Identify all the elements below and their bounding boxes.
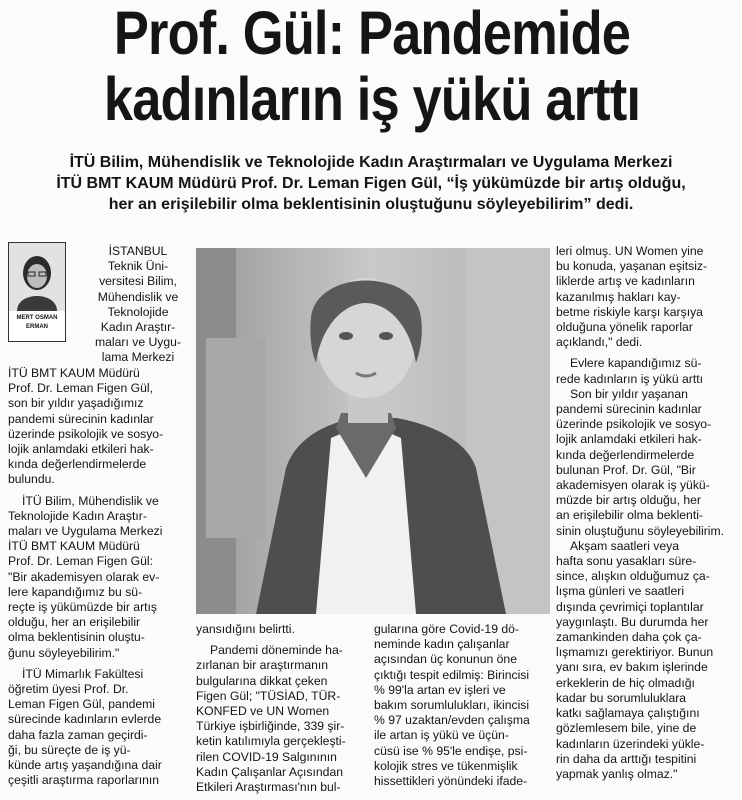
author-name-line-1: MERT OSMAN [16, 315, 58, 321]
column-2 [196, 622, 362, 795]
text-line: kadınların üzerindeki yükle- [556, 736, 705, 751]
text-line: lışma günleri ve saatleri [556, 584, 685, 599]
text-line: açıklandı," dedi. [556, 335, 643, 350]
text-line: lojik anlamdaki etkileri hak- [8, 442, 154, 457]
text-line: % 97 uzaktan/evden çalışma [374, 713, 530, 728]
text-line: yansıdığını belirtti. [196, 622, 295, 636]
headline [64, 0, 680, 132]
text-line: hafta sonu yasakları süre- [556, 554, 697, 569]
text-line: açısından üç konunun öne [374, 652, 517, 667]
column-1-intro [86, 244, 190, 366]
column-1-body [8, 366, 188, 788]
text-line: since, alışkın olduğumuz ça- [556, 569, 710, 584]
text-line: ğunu söyleyebilirim." [8, 645, 120, 660]
text-line: neminde kadın çalışanlar [374, 637, 510, 652]
text-line: üzerinde psikolojik ve sosyo- [556, 417, 712, 432]
text-line: kında değerlendirmelerde [556, 447, 695, 462]
text-line: lışmamızı gerektiriyor. Bunun [556, 645, 714, 660]
text-line: rede kadınların iş yükü arttı [556, 371, 703, 386]
text-line: reçte iş yükümüzde bir artış [8, 600, 158, 615]
text-line: lere kapandığımız bu sü- [8, 584, 143, 599]
text-line: Pandemi döneminde ha- [210, 643, 343, 658]
text-line: Leman Figen Gül, pandemi [8, 697, 156, 712]
text-line: Teknolojide [107, 304, 169, 319]
text-line: bulunan Prof. Dr. Gül, "Bir [556, 462, 696, 477]
text-line: an erişilebilir olma beklenti- [556, 508, 703, 523]
text-line: kolojik stres ve tükenmişlik [374, 758, 518, 773]
text-line: olma beklentisinin oluştu- [8, 630, 145, 645]
text-line: sürecinde kadınların evlerde [8, 712, 162, 727]
text-line: bu konuda, yaşanan eşitsiz- [556, 259, 708, 274]
text-line: İTÜ Bilim, Mühendislik ve [22, 493, 159, 508]
text-line: rin daha da arttığı tespitini [556, 751, 697, 766]
text-line: KONFED ve UN Women [196, 704, 330, 719]
text-line: ile artan iş yükü ve üçün- [374, 728, 509, 743]
text-line: yaygınlaştı. Bu durumda her [556, 614, 709, 629]
text-line: kazanılmış hakları kay- [556, 289, 681, 304]
text-line: bulgularına dikkat çeken [196, 673, 328, 688]
text-line: hissettikleri yönündeki ifade- [374, 774, 528, 789]
text-line: İSTANBUL [108, 244, 168, 258]
text-line: zamankinden daha çok ça- [556, 630, 702, 645]
text-line: olduğuna yönelik raporlar [556, 320, 693, 335]
text-line: İTÜ BMT KAUM Müdürü [8, 539, 140, 554]
text-line: ketin katılımıyla gerçekleşti- [196, 734, 346, 749]
text-line: Teknik Üni- [107, 259, 169, 274]
text-line: yapmak yanlış olmaz." [556, 766, 678, 781]
text-line: ği, bu süreçte de iş yü- [8, 742, 131, 757]
author-name-line-2: ERMAN [26, 324, 48, 330]
text-line: çeşitli araştırma raporlarının [8, 773, 160, 788]
text-line: künde artış yaşandığına dair [8, 758, 162, 773]
text-line: bulundu. [8, 472, 55, 487]
text-line: Teknolojide Kadın Araştır- [8, 508, 147, 523]
text-line: liklerde artış ve kadınların [556, 274, 695, 289]
column-4 [556, 244, 736, 782]
text-line: Son bir yıldır yaşanan [570, 386, 688, 401]
headline-line-2: kadınların iş yükü arttı [103, 65, 641, 133]
deck [10, 152, 732, 215]
text-line: Kadın Araştır- [100, 320, 176, 335]
text-line: İTÜ Mimarlık Fakültesi [22, 666, 144, 681]
text-line: versitesi Bilim, [99, 274, 177, 289]
text-line: cüsü ise % 95'le endişe, psi- [374, 743, 528, 758]
text-line: Kadın Çalışanlar Açısından [196, 764, 344, 779]
text-line: olduğu, her an erişilebilir [8, 615, 141, 630]
text-line: Akşam saatleri veya [570, 538, 680, 553]
byline-box [8, 242, 66, 342]
text-line: sinin oluştuğunu söyleyebilirim. [556, 523, 725, 538]
text-line: maları ve Uygu- [94, 335, 181, 350]
deck-line-3: her an erişilebilir olma beklentisinin oluştuğunu söyleyebilirim” dedi. [108, 196, 634, 213]
author-name [9, 311, 65, 332]
text-line: Mühendislik ve [97, 289, 179, 304]
deck-line-2: İTÜ BMT KAUM Müdürü Prof. Dr. Leman Figen Gül, “İş yükümüzde bir artış olduğu, [56, 175, 686, 192]
text-line: maları ve Uygulama Merkezi [8, 524, 163, 539]
text-line: müzde bir artış olduğu, her [556, 493, 701, 508]
text-line: Prof. Dr. Leman Figen Gül: [8, 554, 153, 569]
text-line: gözlemlesem bile, yine de [556, 721, 697, 736]
text-line: betme riskiyle karşı karşıya [556, 304, 703, 319]
text-line: lama Merkezi [101, 350, 175, 365]
text-line: Figen Gül; "TÜSİAD, TÜR- [196, 688, 341, 703]
text-line: kında değerlendirmelerde [8, 457, 147, 472]
text-line: son bir yıldır yaşadığımız [8, 396, 144, 411]
text-line: pandemi sürecinin kadınlar [8, 411, 154, 426]
text-line: öğretim üyesi Prof. Dr. [8, 682, 129, 697]
text-line: akademisyen olarak iş yükü- [556, 478, 710, 493]
text-line: İTÜ BMT KAUM Müdürü [8, 366, 140, 380]
text-line: gularına göre Covid-19 dö- [374, 622, 519, 636]
text-line: katkı sağlamaya çalıştığını [556, 706, 700, 721]
article-photo [196, 248, 550, 614]
text-line: üzerinde psikolojik ve sosyo- [8, 426, 164, 441]
author-photo [9, 243, 65, 311]
text-line: leri olmuş. UN Women yine [556, 244, 704, 258]
text-line: çıktığı tespit edilmiş: Birincisi [374, 667, 530, 682]
author-portrait [9, 243, 65, 311]
text-line: daha fazla zaman geçirdi- [8, 727, 148, 742]
text-line: rilen COVID-19 Salgınının [196, 749, 337, 764]
text-line: dışında çevrimiçi toplantılar [556, 599, 704, 614]
portrait-photo [196, 248, 550, 614]
text-line: pandemi sürecinin kadınlar [556, 402, 702, 417]
text-line: Prof. Dr. Leman Figen Gül, [8, 381, 153, 396]
text-line: zırlanan bir araştırmanın [196, 658, 329, 673]
headline-line-1: Prof. Gül: Pandemide [113, 0, 631, 67]
text-line: kadar bu sorumluluklara [556, 690, 687, 705]
text-line: Türkiye işbirliğinde, 339 şir- [196, 719, 345, 734]
column-3 [374, 622, 544, 789]
text-line: Evlere kapandığımız sü- [570, 356, 702, 371]
text-line: lojik anlamdaki etkileri hak- [556, 432, 702, 447]
deck-line-1: İTÜ Bilim, Mühendislik ve Teknolojide Kadın Araştırmaları ve Uygulama Merkezi [69, 154, 673, 171]
text-line: "Bir akademisyen olarak ev- [8, 569, 160, 584]
text-line: % 99'la artan ev işleri ve [374, 682, 506, 697]
text-line: yanı sıra, ev bakım işlerinde [556, 660, 708, 675]
text-line: Etkileri Araştırması'nın bul- [196, 780, 341, 795]
text-line: erkeklerin de hiç olmadığı [556, 675, 695, 690]
text-line: bakım sorumlulukları, ikincisi [374, 698, 530, 713]
